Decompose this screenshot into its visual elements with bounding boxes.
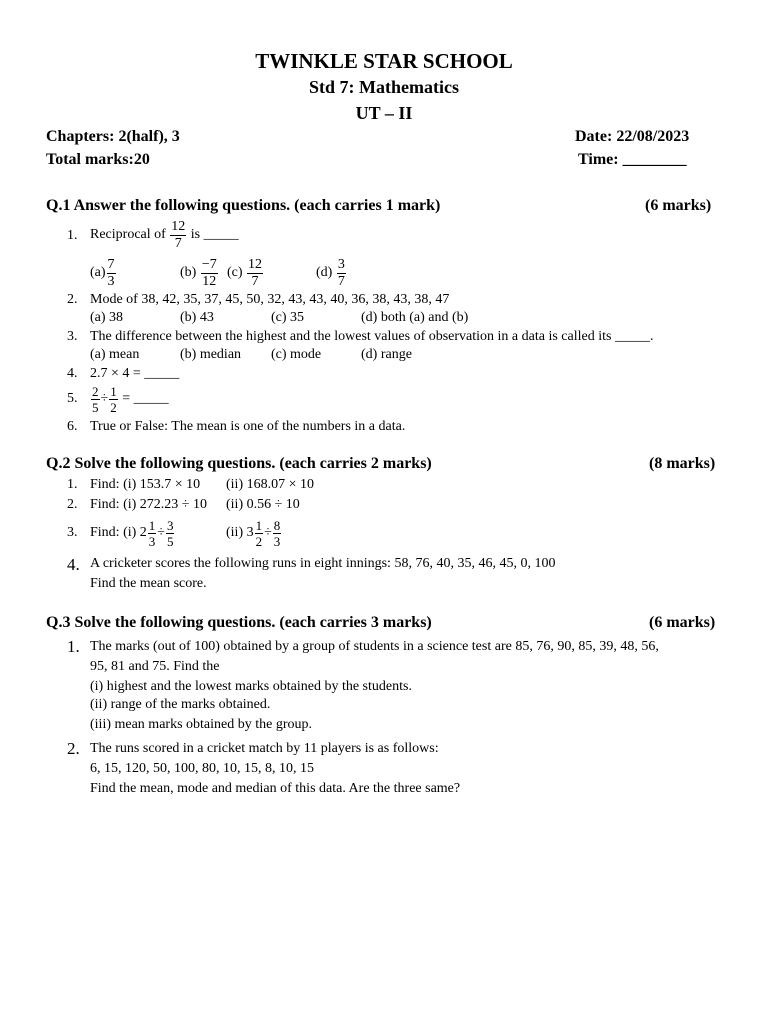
q2-item3-label: Find: (i) <box>90 525 137 540</box>
fraction-numerator: 8 <box>273 517 281 533</box>
q1-item5-expression <box>90 382 169 416</box>
option-label: (c) <box>227 265 243 280</box>
fraction-numerator: 1 <box>255 517 263 533</box>
fraction-numerator: 7 <box>107 256 115 272</box>
q1-item1-number: 1. <box>67 228 78 243</box>
option-label: (b) <box>180 265 197 280</box>
q1-item3-option-d: (d) range <box>361 347 412 362</box>
q1-item5-number: 5. <box>67 391 78 406</box>
q1-marks: (6 marks) <box>645 197 712 214</box>
fraction-numerator: 3 <box>337 256 345 272</box>
q2-item1-number: 1. <box>67 477 78 492</box>
q2-title: Q.2 Solve the following questions. (each carries 2 marks) <box>46 455 432 472</box>
q2-item3-label2: (ii) <box>226 525 244 540</box>
q3-item2-line2: 6, 15, 120, 50, 100, 80, 10, 15, 8, 10, 15 <box>90 761 314 776</box>
q1-item2-text: Mode of 38, 42, 35, 37, 45, 50, 32, 43, 43, 40, 36, 38, 43, 38, 47 <box>90 292 450 307</box>
fraction-denominator: 3 <box>107 273 115 289</box>
school-name: TWINKLE STAR SCHOOL <box>255 49 513 73</box>
q2-item2-part2: (ii) 0.56 ÷ 10 <box>226 497 300 512</box>
q1-item2-option-a: (a) 38 <box>90 310 124 325</box>
q1-item3-option-c: (c) mode <box>271 347 322 362</box>
q1-item1-option-c <box>227 256 264 290</box>
fraction-2 <box>109 385 118 414</box>
q2-item3-part1 <box>90 515 175 551</box>
option-label: (d) <box>316 265 333 280</box>
q3-item1-line4: (ii) range of the marks obtained. <box>90 697 271 712</box>
q3-title: Q.3 Solve the following questions. (each carries 3 marks) <box>46 614 432 631</box>
q2-item1-part2: (ii) 168.07 × 10 <box>226 477 314 492</box>
fraction-denominator: 2 <box>255 533 263 549</box>
total-marks: Total marks:20 <box>46 151 150 168</box>
fraction <box>273 519 282 548</box>
divide-operator: ÷ <box>100 391 109 406</box>
q3-marks: (6 marks) <box>649 614 716 631</box>
q1-item1-option-b <box>180 256 219 290</box>
q2-item4-text: A cricketer scores the following runs in eight innings: 58, 76, 40, 35, 46, 45, 0, 100 <box>90 556 556 571</box>
q2-item2-number: 2. <box>67 497 78 512</box>
mixed-whole: 3 <box>246 525 254 540</box>
q2-item2-part1: Find: (i) 272.23 ÷ 10 <box>90 497 207 512</box>
fraction-denominator: 5 <box>166 533 174 549</box>
q2-item3-number: 3. <box>67 525 78 540</box>
date: Date: 22/08/2023 <box>575 128 690 145</box>
fraction-numerator: 12 <box>171 218 186 234</box>
q1-item6-text: True or False: The mean is one of the numbers in a data. <box>90 419 406 434</box>
fraction-numerator: −7 <box>201 256 217 272</box>
q1-item1-question <box>90 218 239 252</box>
mixed-whole: 2 <box>139 525 147 540</box>
q3-item1-line5: (iii) mean marks obtained by the group. <box>90 717 312 732</box>
fraction-numerator: 3 <box>166 517 174 533</box>
q2-marks: (8 marks) <box>649 455 716 472</box>
option-fraction <box>201 258 218 289</box>
fraction-numerator: 1 <box>110 383 117 399</box>
q3-item2-number: 2. <box>67 739 80 758</box>
q1-item6-number: 6. <box>67 419 78 434</box>
q1-item4-text: 2.7 × 4 = _____ <box>90 366 180 381</box>
fraction <box>166 519 175 548</box>
q1-item1-text-post: is _____ <box>190 227 239 242</box>
q3-item2-line1: The runs scored in a cricket match by 11 players is as follows: <box>90 741 439 756</box>
q1-item1-option-a <box>90 256 117 290</box>
q1-item3-option-a: (a) mean <box>90 347 140 362</box>
q1-item4-number: 4. <box>67 366 78 381</box>
q1-item3-number: 3. <box>67 329 78 344</box>
q3-item2-line3: Find the mean, mode and median of this data. Are the three same? <box>90 781 461 796</box>
fraction-denominator: 12 <box>202 273 217 289</box>
divide-operator: ÷ <box>264 525 272 540</box>
fraction-denominator: 3 <box>148 533 156 549</box>
fraction-denominator: 7 <box>337 273 345 289</box>
q1-item1-text-pre: Reciprocal of <box>90 227 166 242</box>
fraction-denominator: 7 <box>174 235 182 251</box>
q1-item2-option-b: (b) 43 <box>180 310 214 325</box>
option-fraction <box>107 258 116 289</box>
mixed-fraction <box>255 519 264 548</box>
q1-item2-option-c: (c) 35 <box>271 310 305 325</box>
fraction-numerator: 1 <box>148 517 156 533</box>
q3-item1-line1: The marks (out of 100) obtained by a group of students in a science test are 85, 76, 90, 85, 39, 48, 56, <box>90 639 659 654</box>
q1-item1-fraction <box>170 220 186 251</box>
q2-item1-part1: Find: (i) 153.7 × 10 <box>90 477 201 492</box>
q3-item1-line2: 95, 81 and 75. Find the <box>90 659 220 674</box>
test-title: UT – II <box>355 103 413 123</box>
fraction-numerator: 12 <box>248 256 263 272</box>
q1-item2-number: 2. <box>67 292 78 307</box>
q1-item5-tail: = _____ <box>122 391 169 406</box>
fraction-denominator: 2 <box>110 399 117 415</box>
fraction-1 <box>91 385 100 414</box>
q2-item4-number: 4. <box>67 555 80 574</box>
q3-item1-line3: (i) highest and the lowest marks obtained by the students. <box>90 679 412 694</box>
q1-item1-option-d <box>316 256 347 290</box>
q1-item2-option-d: (d) both (a) and (b) <box>361 310 469 325</box>
q1-title: Q.1 Answer the following questions. (each carries 1 mark) <box>46 197 441 214</box>
q2-item3-part2 <box>226 515 282 551</box>
mixed-fraction <box>148 519 157 548</box>
chapters: Chapters: 2(half), 3 <box>46 128 180 145</box>
fraction-numerator: 2 <box>92 383 99 399</box>
subject-title: Std 7: Mathematics <box>309 77 459 97</box>
time: Time: ________ <box>578 151 687 168</box>
option-label: (a) <box>90 265 106 280</box>
q1-item3-text: The difference between the highest and the lowest values of observation in a data is called its _____. <box>90 329 654 344</box>
q3-item1-number: 1. <box>67 637 80 656</box>
option-fraction <box>247 258 263 289</box>
q1-item3-option-b: (b) median <box>180 347 242 362</box>
fraction-denominator: 3 <box>273 533 281 549</box>
divide-operator: ÷ <box>157 525 165 540</box>
fraction-denominator: 7 <box>251 273 259 289</box>
option-fraction <box>337 258 346 289</box>
q2-item4-text2: Find the mean score. <box>90 576 207 591</box>
fraction-denominator: 5 <box>92 399 99 415</box>
